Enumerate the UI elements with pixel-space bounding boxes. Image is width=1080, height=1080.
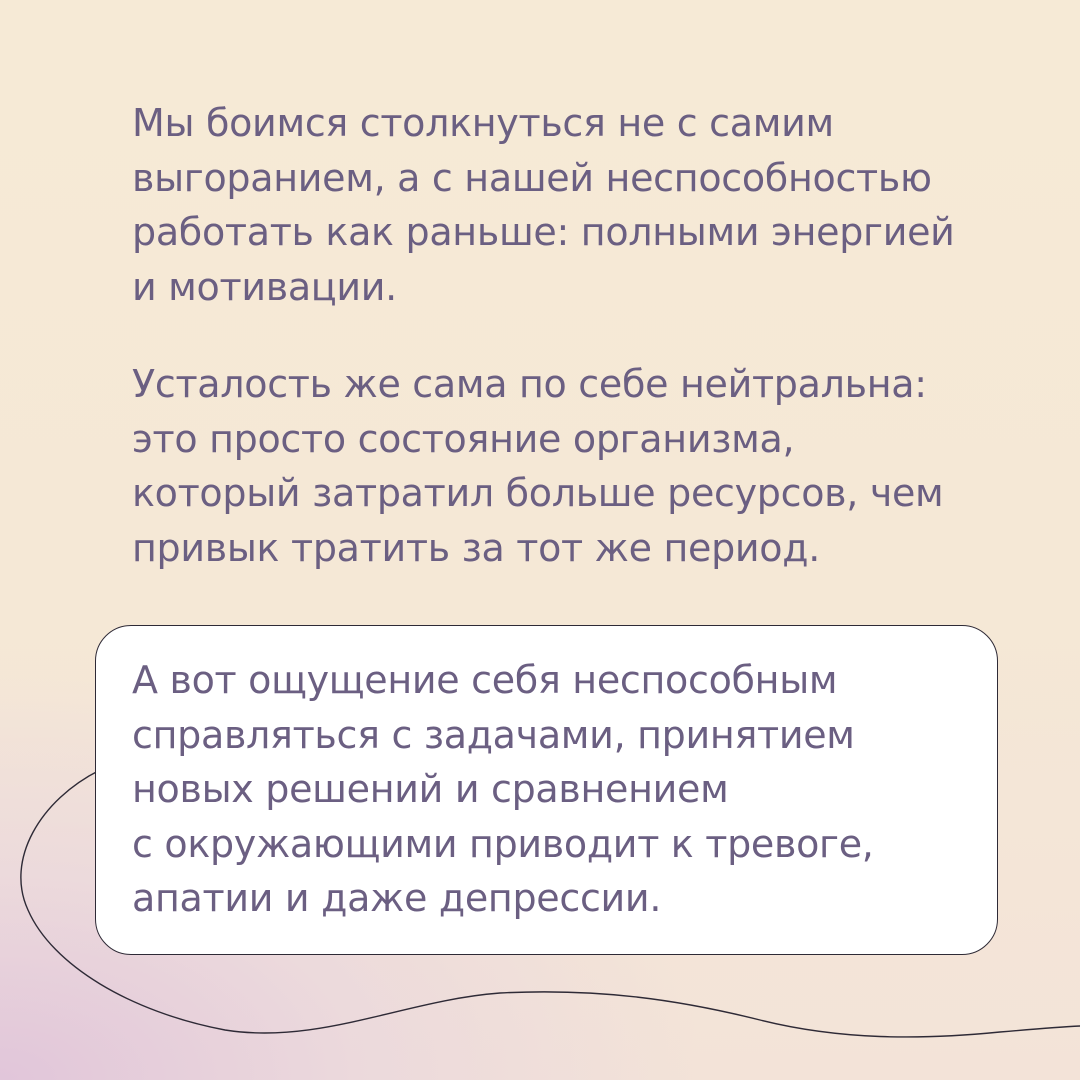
callout-line: справляться с задачами, принятием (132, 712, 855, 757)
callout-text (132, 653, 982, 926)
callout-line: новых решений и сравнением (132, 767, 729, 811)
paragraph-line: выгоранием, а с нашей неспособностью (132, 155, 932, 200)
paragraph-line: это просто состояние организма, (132, 416, 795, 461)
paragraph-line: и мотивации. (132, 264, 397, 309)
paragraph-line: работать как раньше: полными энергией (132, 210, 955, 254)
paragraph-line: Усталость же сама по себе нейтральна: (132, 362, 927, 406)
paragraph-line: Мы боимся столкнуться не с самим (132, 101, 834, 145)
paragraph-line: который затратил больше ресурсов, чем (132, 471, 944, 515)
callout-line: апатии и даже депрессии. (132, 876, 662, 920)
callout-line: с окружающими приводит к тревоге, (132, 821, 874, 866)
paragraph-line: привык тратить за тот же период. (132, 525, 820, 570)
callout-line: А вот ощущение себя неспособным (132, 658, 838, 702)
